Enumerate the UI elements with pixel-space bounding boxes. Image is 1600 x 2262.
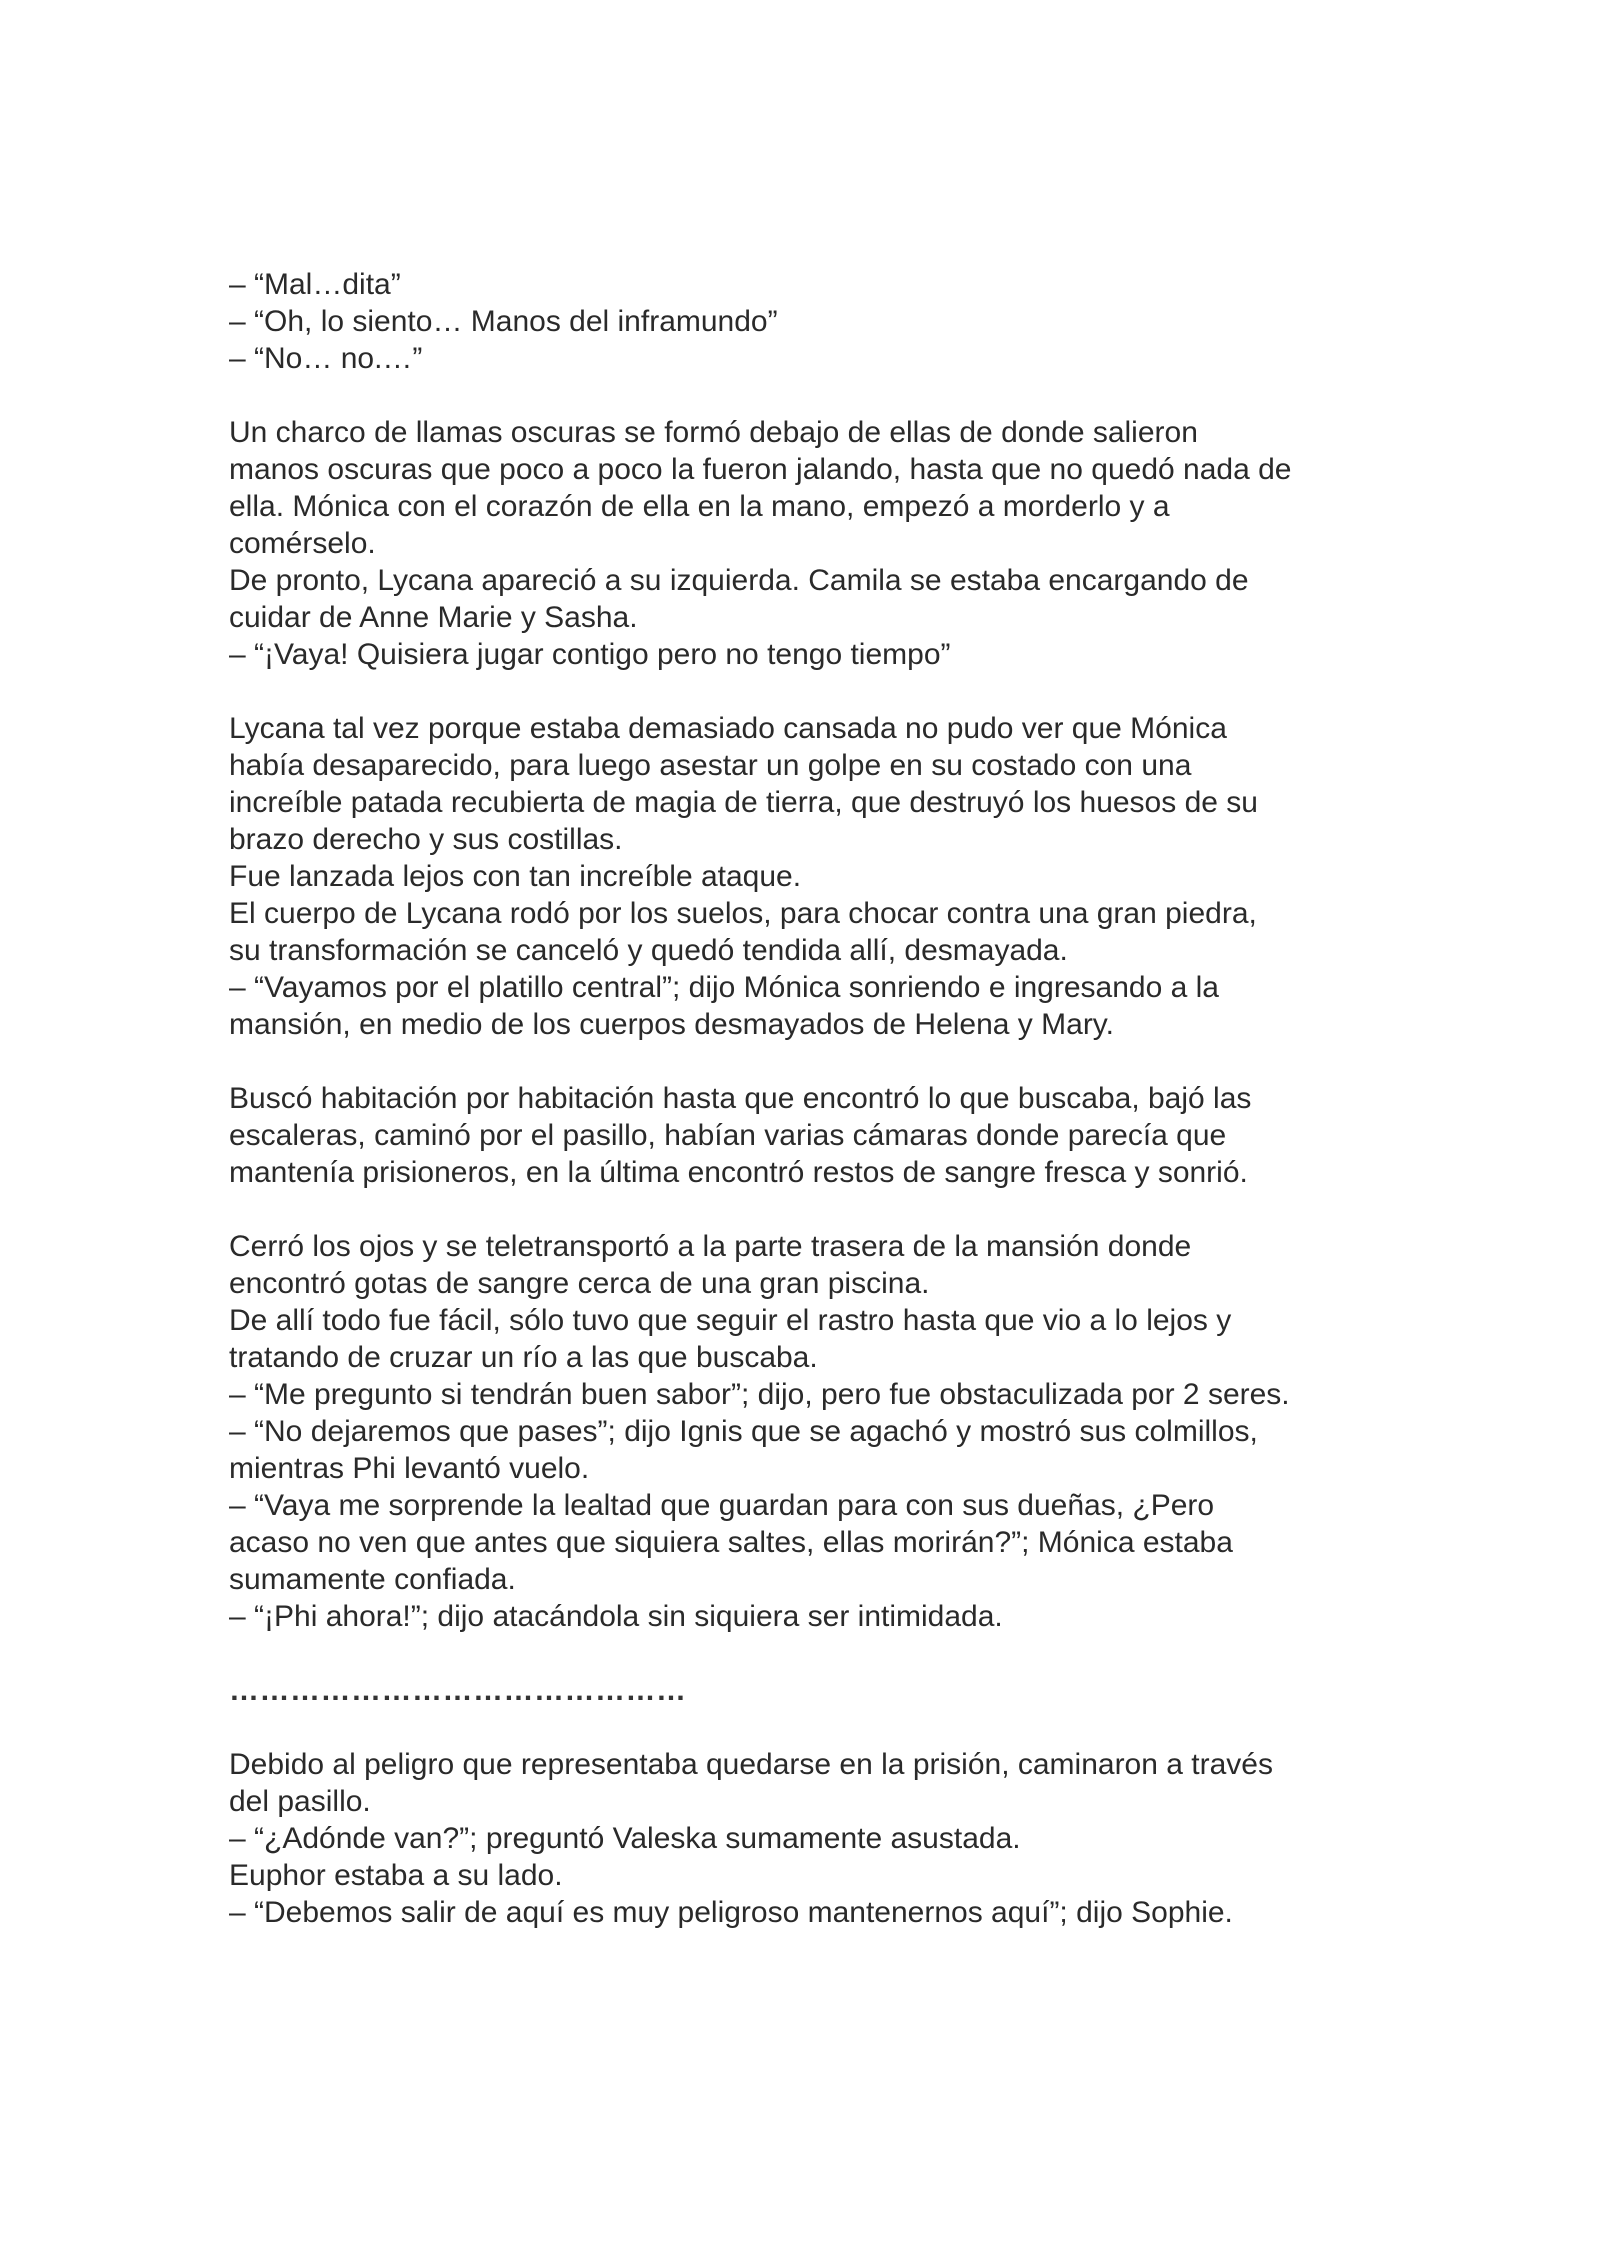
paragraph-gap bbox=[229, 673, 1389, 710]
paragraph-gap bbox=[229, 377, 1389, 414]
paragraph-block-4 bbox=[229, 1080, 1389, 1191]
text-line: mantenía prisioneros, en la última encontró restos de sangre fresca y sonrió. bbox=[229, 1156, 1248, 1189]
text-line: escaleras, caminó por el pasillo, habían varias cámaras donde parecía que bbox=[229, 1119, 1227, 1152]
text-line: Un charco de llamas oscuras se formó debajo de ellas de donde salieron bbox=[229, 416, 1198, 449]
text-line: del pasillo. bbox=[229, 1785, 371, 1818]
text-line: – “Vayamos por el platillo central”; dijo Mónica sonriendo e ingresando a la bbox=[229, 971, 1219, 1004]
paragraph-gap bbox=[229, 1709, 1389, 1746]
text-line: – “Vaya me sorprende la lealtad que guardan para con sus dueñas, ¿Pero bbox=[229, 1489, 1215, 1522]
text-line: Euphor estaba a su lado. bbox=[229, 1859, 563, 1892]
text-line: – “¡Vaya! Quisiera jugar contigo pero no tengo tiempo” bbox=[229, 638, 951, 671]
text-line: – “Oh, lo siento… Manos del inframundo” bbox=[229, 305, 778, 338]
text-line: De allí todo fue fácil, sólo tuvo que seguir el rastro hasta que vio a lo lejos y bbox=[229, 1304, 1232, 1337]
text-line: Debido al peligro que representaba quedarse en la prisión, caminaron a través bbox=[229, 1748, 1273, 1781]
document-body bbox=[229, 266, 1389, 1931]
text-line: brazo derecho y sus costillas. bbox=[229, 823, 623, 856]
text-line: – “¡Phi ahora!”; dijo atacándola sin siquiera ser intimidada. bbox=[229, 1600, 1003, 1633]
text-line: – “Me pregunto si tendrán buen sabor”; dijo, pero fue obstaculizada por 2 seres. bbox=[229, 1378, 1290, 1411]
paragraph-gap bbox=[229, 1191, 1389, 1228]
paragraph-gap bbox=[229, 1043, 1389, 1080]
text-line: Buscó habitación por habitación hasta que encontró lo que buscaba, bajó las bbox=[229, 1082, 1252, 1115]
text-line: – “Mal…dita” bbox=[229, 268, 401, 301]
paragraph-block-6 bbox=[229, 1746, 1389, 1931]
text-line: cuidar de Anne Marie y Sasha. bbox=[229, 601, 638, 634]
text-line: mientras Phi levantó vuelo. bbox=[229, 1452, 590, 1485]
text-line: su transformación se canceló y quedó tendida allí, desmayada. bbox=[229, 934, 1068, 967]
text-line: comérselo. bbox=[229, 527, 376, 560]
text-line: – “No… no.…” bbox=[229, 342, 423, 375]
text-line: increíble patada recubierta de magia de tierra, que destruyó los huesos de su bbox=[229, 786, 1258, 819]
text-line: Fue lanzada lejos con tan increíble ataque. bbox=[229, 860, 802, 893]
text-line: De pronto, Lycana apareció a su izquierda. Camila se estaba encargando de bbox=[229, 564, 1249, 597]
paragraph-block-2 bbox=[229, 414, 1389, 673]
text-line: manos oscuras que poco a poco la fueron jalando, hasta que no quedó nada de bbox=[229, 453, 1292, 486]
text-line: tratando de cruzar un río a las que buscaba. bbox=[229, 1341, 818, 1374]
paragraph-block-3 bbox=[229, 710, 1389, 1043]
section-separator: ……………………………………… bbox=[229, 1674, 687, 1707]
text-line: El cuerpo de Lycana rodó por los suelos, para chocar contra una gran piedra, bbox=[229, 897, 1257, 930]
text-line: encontró gotas de sangre cerca de una gran piscina. bbox=[229, 1267, 930, 1300]
text-line: acaso no ven que antes que siquiera saltes, ellas morirán?”; Mónica estaba bbox=[229, 1526, 1233, 1559]
dialogue-block-1 bbox=[229, 266, 1389, 377]
text-line: Lycana tal vez porque estaba demasiado cansada no pudo ver que Mónica bbox=[229, 712, 1227, 745]
text-line: mansión, en medio de los cuerpos desmayados de Helena y Mary. bbox=[229, 1008, 1114, 1041]
text-line: – “Debemos salir de aquí es muy peligroso mantenernos aquí”; dijo Sophie. bbox=[229, 1896, 1233, 1929]
text-line: – “¿Adónde van?”; preguntó Valeska sumamente asustada. bbox=[229, 1822, 1021, 1855]
text-line: sumamente confiada. bbox=[229, 1563, 516, 1596]
text-line: había desaparecido, para luego asestar un golpe en su costado con una bbox=[229, 749, 1192, 782]
text-line: Cerró los ojos y se teletransportó a la parte trasera de la mansión donde bbox=[229, 1230, 1192, 1263]
paragraph-block-5 bbox=[229, 1228, 1389, 1635]
text-line: ella. Mónica con el corazón de ella en la mano, empezó a morderlo y a bbox=[229, 490, 1170, 523]
text-line: – “No dejaremos que pases”; dijo Ignis que se agachó y mostró sus colmillos, bbox=[229, 1415, 1258, 1448]
paragraph-gap bbox=[229, 1635, 1389, 1672]
